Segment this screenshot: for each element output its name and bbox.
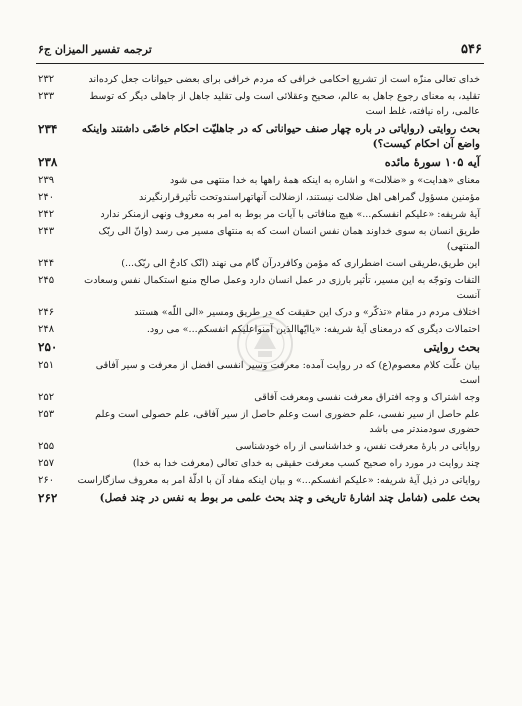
toc-entry-text: این طریق،طریقی است اضطراری که مؤمن وکافردرآن گام می نهند (انّک کادحٌ الی ربّک...) [121,258,480,269]
toc-page-number: ۲۴۳ [38,226,55,237]
page-number: ۵۴۶ [461,41,482,57]
toc-entry-text: بیان علّت کلام معصوم(ع) که در روایت آمده: معرفت وسیر انفسی افضل از معرفت و سیر آفاقی است [95,360,480,386]
toc-page-number: ۲۴۴ [38,258,55,269]
toc-entry [38,439,480,454]
toc-entry-text: وجه اشتراک و وجه افتراق معرفت نفسی ومعرفت آفاقی [254,392,480,403]
toc-page-number: ۲۵۰ [38,340,58,354]
toc-page-number: ۲۴۶ [38,307,55,318]
toc-entry [38,305,480,320]
toc-entry [38,491,480,506]
toc-page-number: ۲۴۰ [38,192,55,203]
toc-page-number: ۲۴۵ [38,275,55,286]
toc-entry-text: روایاتی در ذیل آیهٔ شریفه: «علیکم انفسکم...» و بیان اینکه مفاد آن با ادلّهٔ امر به معروف سازگاراست [77,475,480,486]
toc-page-number: ۲۴۲ [38,209,55,220]
toc-entry [38,322,480,337]
toc-page-number: ۲۵۵ [38,441,55,452]
toc-entry-text: احتمالات دیگری که درمعنای آیهٔ شریفه: «یاایّهاالذین آمنواعلیکم انفسکم...» می رود. [146,324,480,335]
toc-entry [38,190,480,205]
toc-entry-text: مؤمنین مسؤول گمراهی اهل ضلالت نیستند، ازضلالت آنهاتهراسندوتحت تأثیرقرارنگیرند [139,192,480,203]
toc-entry-text: بحث روایتی (روایاتی در باره چهار صنف حیواناتی که در جاهلیّت احکام خاصّی داشتند واینکه واضع آن احکام کیست؟) [81,123,480,150]
toc-entry [38,72,480,87]
toc-entry-text: بحث علمی (شامل چند اشارهٔ تاریخی و چند بحث علمی مر بوط به نفس در چند فصل) [99,492,480,504]
toc-entry-text: معنای «هدایت» و «ضلالت» و اشاره به اینکه همهٔ راهها به خدا منتهی می شود [169,175,480,186]
toc-entry [38,390,480,405]
toc-entry-text: چند روایت در مورد راه صحیح کسب معرفت حقیقی به خدای تعالی (معرفت خدا به خدا) [132,458,480,469]
toc-page-number: ۲۴۸ [38,324,55,335]
toc-page-number: ۲۳۲ [38,74,55,85]
toc-entry-text: آیه ۱۰۵ سورهٔ مائده [384,155,480,169]
toc-page-number: ۲۶۲ [38,491,58,505]
toc-entry-text: علم حاصل از سیر نفسی، علم حضوری است وعلم حاصل از سیر آفاقی، علم حصولی است وعلم حضوری سودمندتر می باشد [95,409,480,435]
toc-entry-text: بحث روایتی [423,340,480,354]
toc-entry [38,358,480,388]
page-header [38,38,482,60]
toc-page-number: ۲۵۱ [38,360,55,371]
toc-entry [38,407,480,437]
toc-page-number: ۲۳۸ [38,155,58,169]
toc-entry [38,122,480,152]
toc-page-number: ۲۶۰ [38,475,55,486]
toc-page-number: ۲۳۳ [38,91,55,102]
toc-page-number: ۲۵۲ [38,392,55,403]
toc-page-number: ۲۵۳ [38,409,55,420]
toc-page-number: ۲۳۹ [38,175,55,186]
toc-entry-text: خدای تعالی منزّه است از تشریع احکامی خرافی که مردم خرافی برای بعضی حیوانات جعل کرده‌اند [88,74,480,85]
toc-entry-text: اختلاف مردم در مقام «تذکّر» و درک این حقیقت که در طریق ومسیر «الی اللّه» هستند [134,307,480,318]
toc-entry-text: آیهٔ شریفه: «علیکم انفسکم...» هیچ منافاتی با آیات مر بوط به امر به معروف ونهی ازمنکر ندارد [100,209,480,220]
toc-entry-text: روایاتی در بارهٔ معرفت نفس، و خداشناسی از راه خودشناسی [235,441,480,452]
toc-entry [38,224,480,254]
toc-entry [38,456,480,471]
toc-entry [38,89,480,119]
toc-entry [38,155,480,170]
contents-list [38,72,480,509]
toc-page-number: ۲۳۴ [38,122,58,136]
header-rule [36,63,484,64]
toc-entry [38,340,480,355]
toc-entry [38,207,480,222]
toc-entry [38,473,480,488]
running-title: ترجمه تفسیر المیزان ج۶ [38,42,152,56]
toc-entry-text: تقلید، به معنای رجوع جاهل به عالم، صحیح وعقلائی است ولی تقلید جاهل از جاهلی دیگر که توسط عالمی، راه نیافته، غلط است [89,91,480,117]
toc-entry-text: طریق انسان به سوی خداوند همان نفس انسان است که به منتهای مسیر می رسد (وانّ الی ربّک المنتهی) [98,226,480,252]
toc-entry [38,256,480,271]
toc-entry [38,173,480,188]
toc-entry [38,273,480,303]
toc-entry-text: التفات وتوجّه به این مسیر، تأثیر بارزی در عمل انسان دارد وعمل صالح منبع استکمال نفس وسعادت آنست [84,275,480,301]
toc-page-number: ۲۵۷ [38,458,55,469]
